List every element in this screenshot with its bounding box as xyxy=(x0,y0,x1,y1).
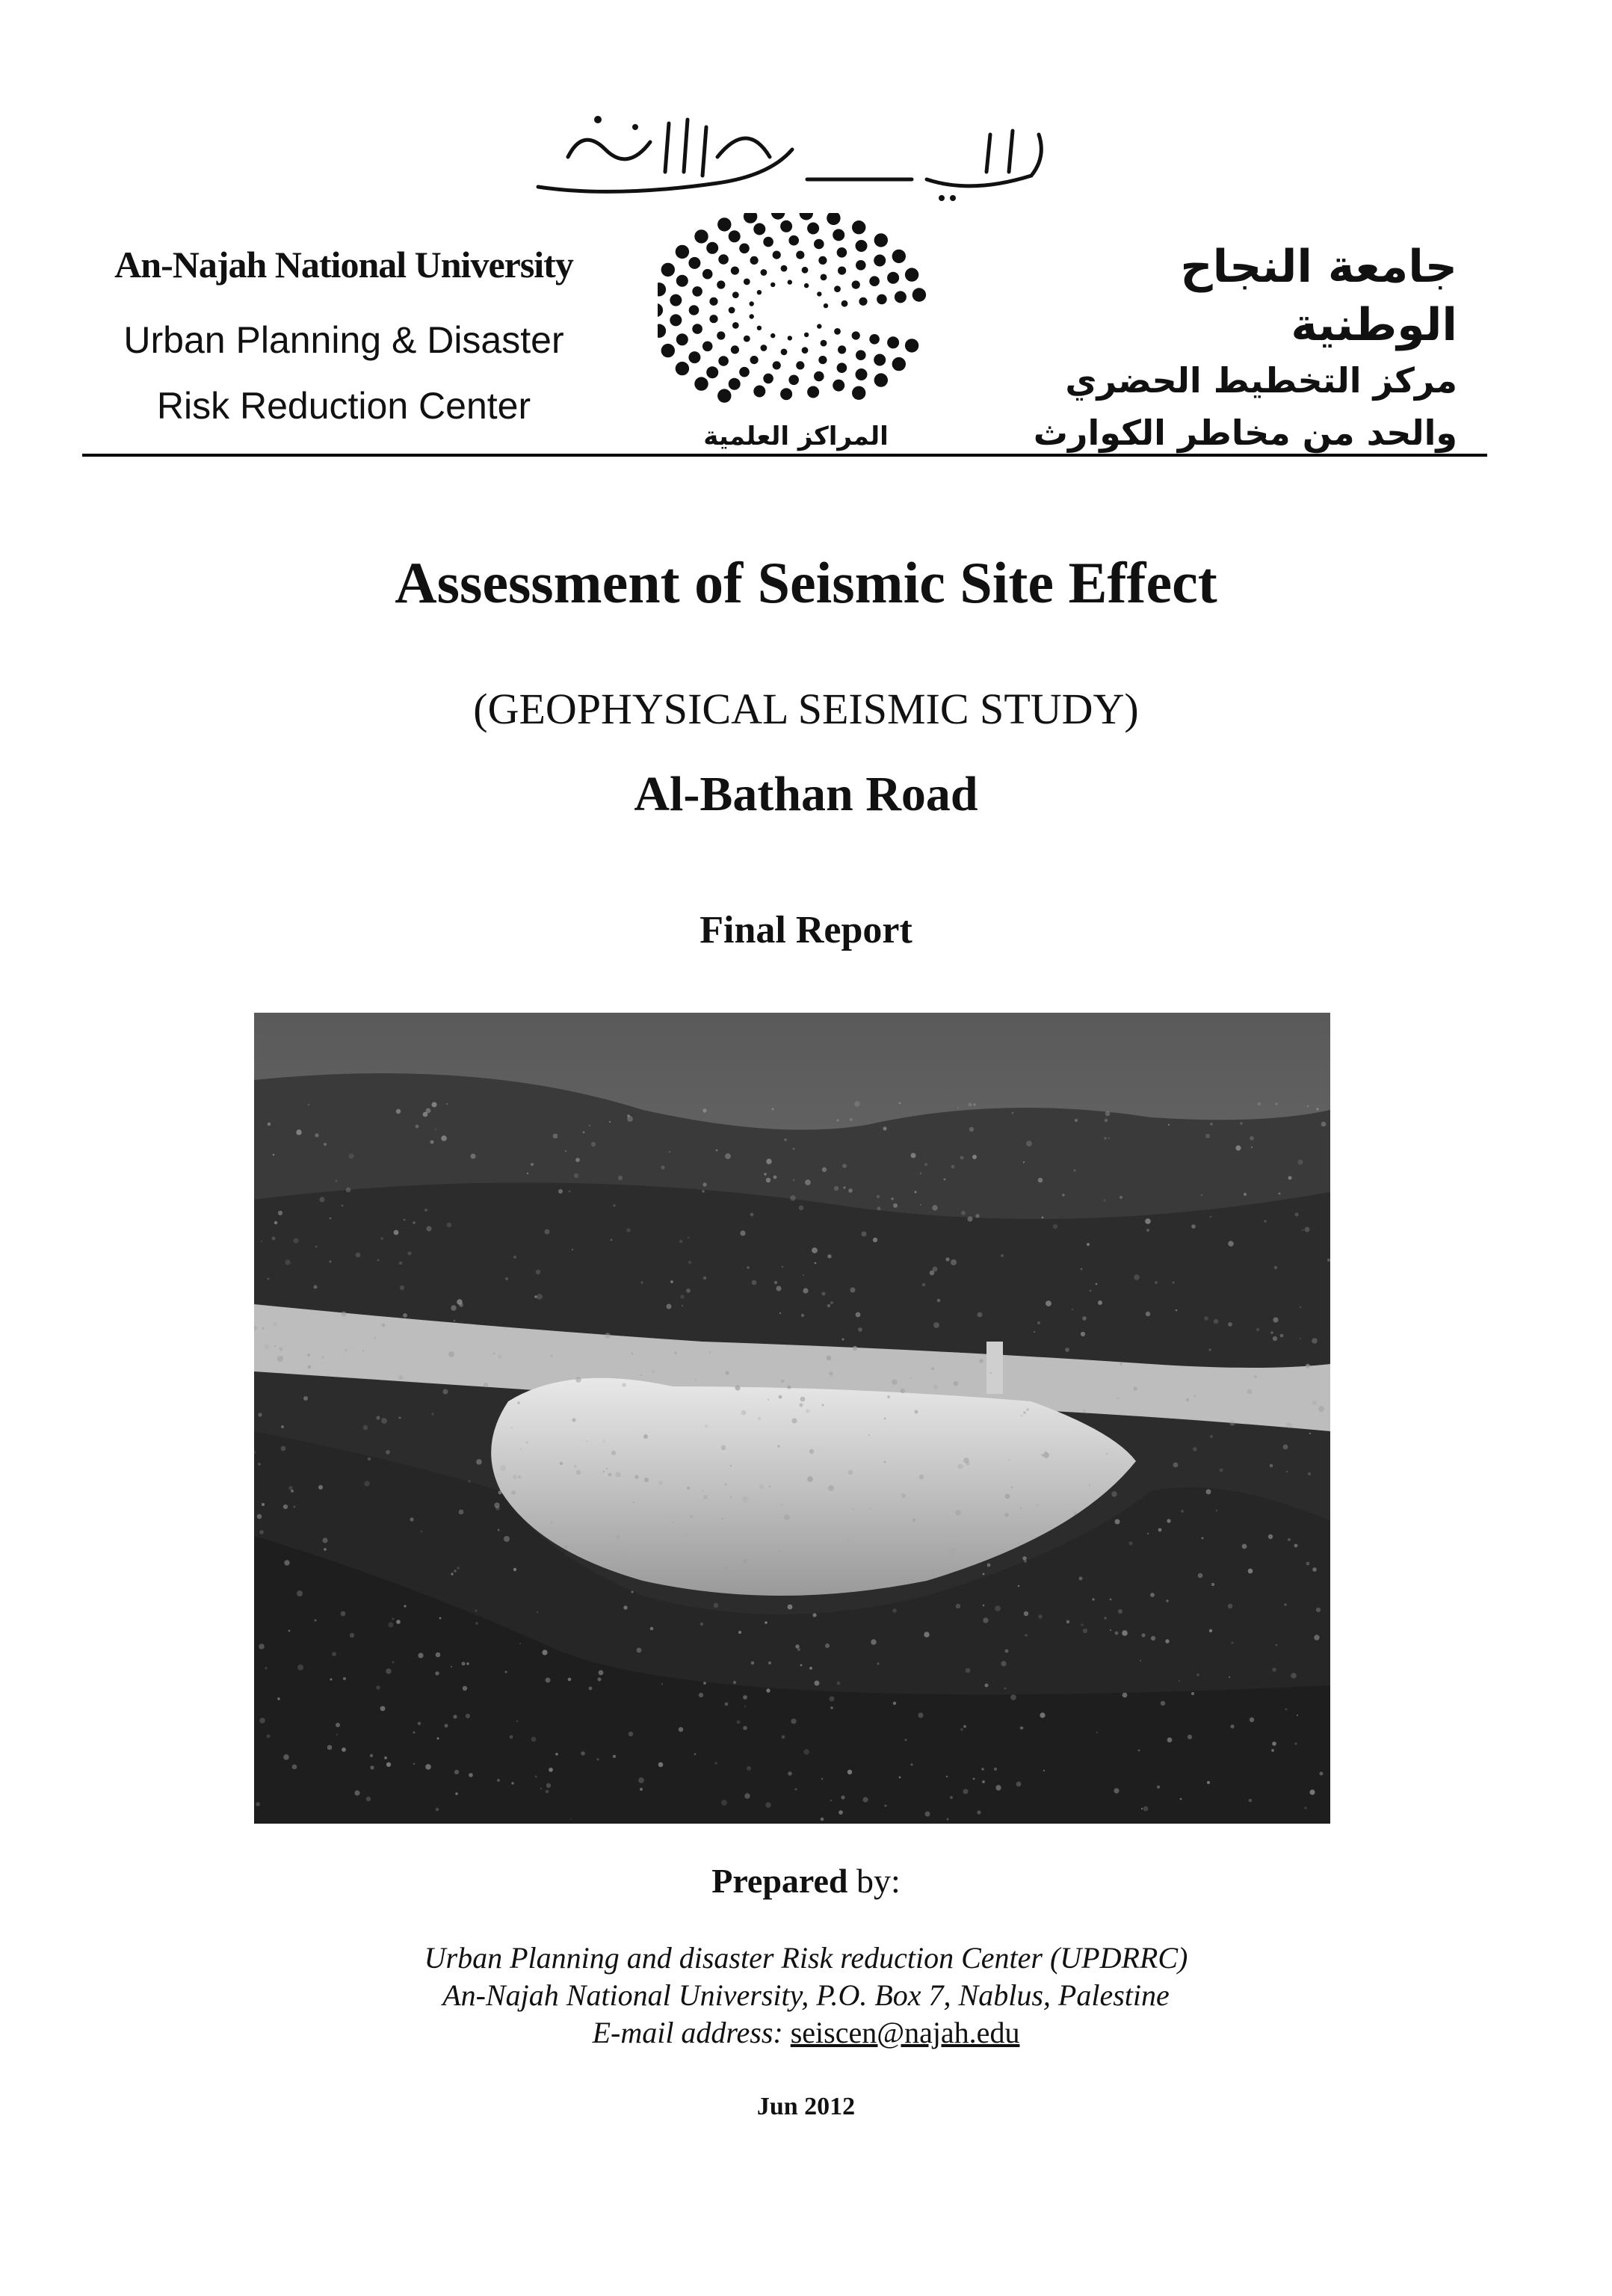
logo-caption: المراكز العلمية xyxy=(703,422,889,451)
header-arabic xyxy=(1016,238,1457,459)
prepared-label-rest: by: xyxy=(847,1862,901,1900)
report-subtitle: (GEOPHYSICAL SEISMIC STUDY) xyxy=(473,685,1139,733)
header-divider xyxy=(82,454,1487,457)
center-name-ar-line2: والحد من مخاطر الكوارث xyxy=(1033,413,1457,453)
center-name-ar-line1: مركز التخطيط الحضري xyxy=(1065,360,1457,401)
prepared-by-label xyxy=(0,1861,1612,1901)
header-english xyxy=(82,243,605,439)
landscape-photo-icon xyxy=(254,1013,1330,1824)
report-title: Assessment of Seismic Site Effect xyxy=(395,550,1217,615)
address-line-3 xyxy=(0,2014,1612,2052)
report-type: Final Report xyxy=(700,909,912,951)
report-date: Jun 2012 xyxy=(756,2093,856,2120)
report-location: Al-Bathan Road xyxy=(634,767,978,821)
university-logo xyxy=(658,213,934,460)
prepared-label-bold: Prepared xyxy=(711,1862,848,1900)
center-name-en-line1: Urban Planning & Disaster xyxy=(123,319,564,361)
email-label: E-mail address: xyxy=(592,2016,791,2049)
email-link[interactable]: seiscen@najah.edu xyxy=(790,2016,1020,2049)
university-name-ar: جامعة النجاح الوطنية xyxy=(1180,241,1457,351)
center-name-en-line2: Risk Reduction Center xyxy=(156,385,531,427)
address-line-1: Urban Planning and disaster Risk reduction Center (UPDRRC) xyxy=(424,1941,1188,1975)
author-address xyxy=(0,1939,1612,2052)
basmala-calligraphy xyxy=(523,105,1061,206)
address-line-2: An-Najah National University, P.O. Box 7, Nablus, Palestine xyxy=(442,1978,1170,2012)
university-name-en: An-Najah National University xyxy=(114,244,573,286)
